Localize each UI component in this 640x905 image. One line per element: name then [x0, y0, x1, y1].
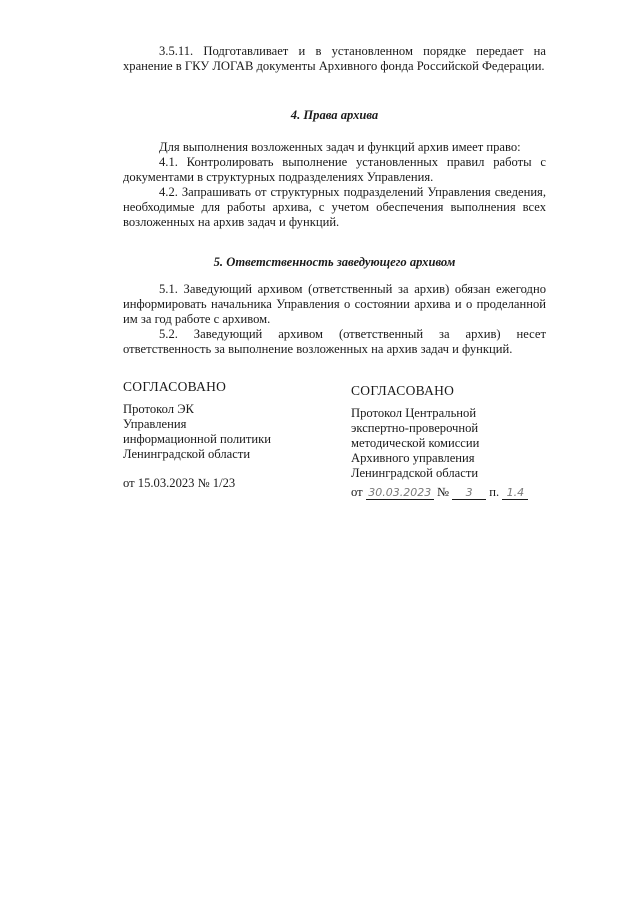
paragraph-3-5-11: 3.5.11. Подготавливает и в установленном порядке передает на хранение в ГКУ ЛОГАВ документы Архивного фонда Российской Федерации. — [123, 44, 546, 73]
left-protocol-line-3: информационной политики — [123, 432, 271, 446]
section-4-heading: 4. Права архива — [290, 108, 379, 122]
handwritten-date: 30.03.2023 — [366, 487, 434, 500]
right-protocol-line-2: экспертно-проверочной — [351, 421, 479, 435]
right-approval-title: СОГЛАСОВАНО — [351, 383, 455, 398]
left-protocol-line-1: Протокол ЭК — [123, 402, 194, 416]
paragraph-5-2: 5.2. Заведующий архивом (ответственный за архив) несет ответственность за выполнение возложенных на архив задач и функций. — [123, 327, 546, 356]
item-prefix: п. — [489, 485, 500, 499]
handwritten-number: 3 — [452, 487, 486, 500]
number-prefix: № — [436, 485, 449, 499]
left-protocol-line-4: Ленинградской области — [123, 447, 251, 461]
section-5-heading: 5. Ответственность заведующего архивом — [213, 255, 456, 269]
right-protocol-date-row — [351, 485, 528, 500]
paragraph-4-2: 4.2. Запрашивать от структурных подразделений Управления сведения, необходимые для работы архива, с учетом обеспечения выполнения всех возложенных на архив задач и функций. — [123, 185, 546, 229]
left-protocol-line-2: Управления — [123, 417, 187, 431]
left-protocol-date: от 15.03.2023 № 1/23 — [123, 476, 236, 490]
date-prefix: от — [351, 485, 363, 499]
left-approval-title: СОГЛАСОВАНО — [123, 379, 227, 394]
section-4-intro: Для выполнения возложенных задач и функций архив имеет право: — [159, 140, 521, 154]
paragraph-4-1: 4.1. Контролировать выполнение установленных правил работы с документами в структурных подразделениях Управления. — [123, 155, 546, 184]
handwritten-item: 1.4 — [502, 487, 528, 500]
right-protocol-line-1: Протокол Центральной — [351, 406, 477, 420]
right-protocol-line-3: методической комиссии — [351, 436, 480, 450]
right-protocol-line-4: Архивного управления — [351, 451, 475, 465]
paragraph-5-1: 5.1. Заведующий архивом (ответственный за архив) обязан ежегодно информировать начальника Управления о состоянии архива и о проделанной им за год работе с архивом. — [123, 282, 546, 326]
right-protocol-line-5: Ленинградской области — [351, 466, 479, 480]
